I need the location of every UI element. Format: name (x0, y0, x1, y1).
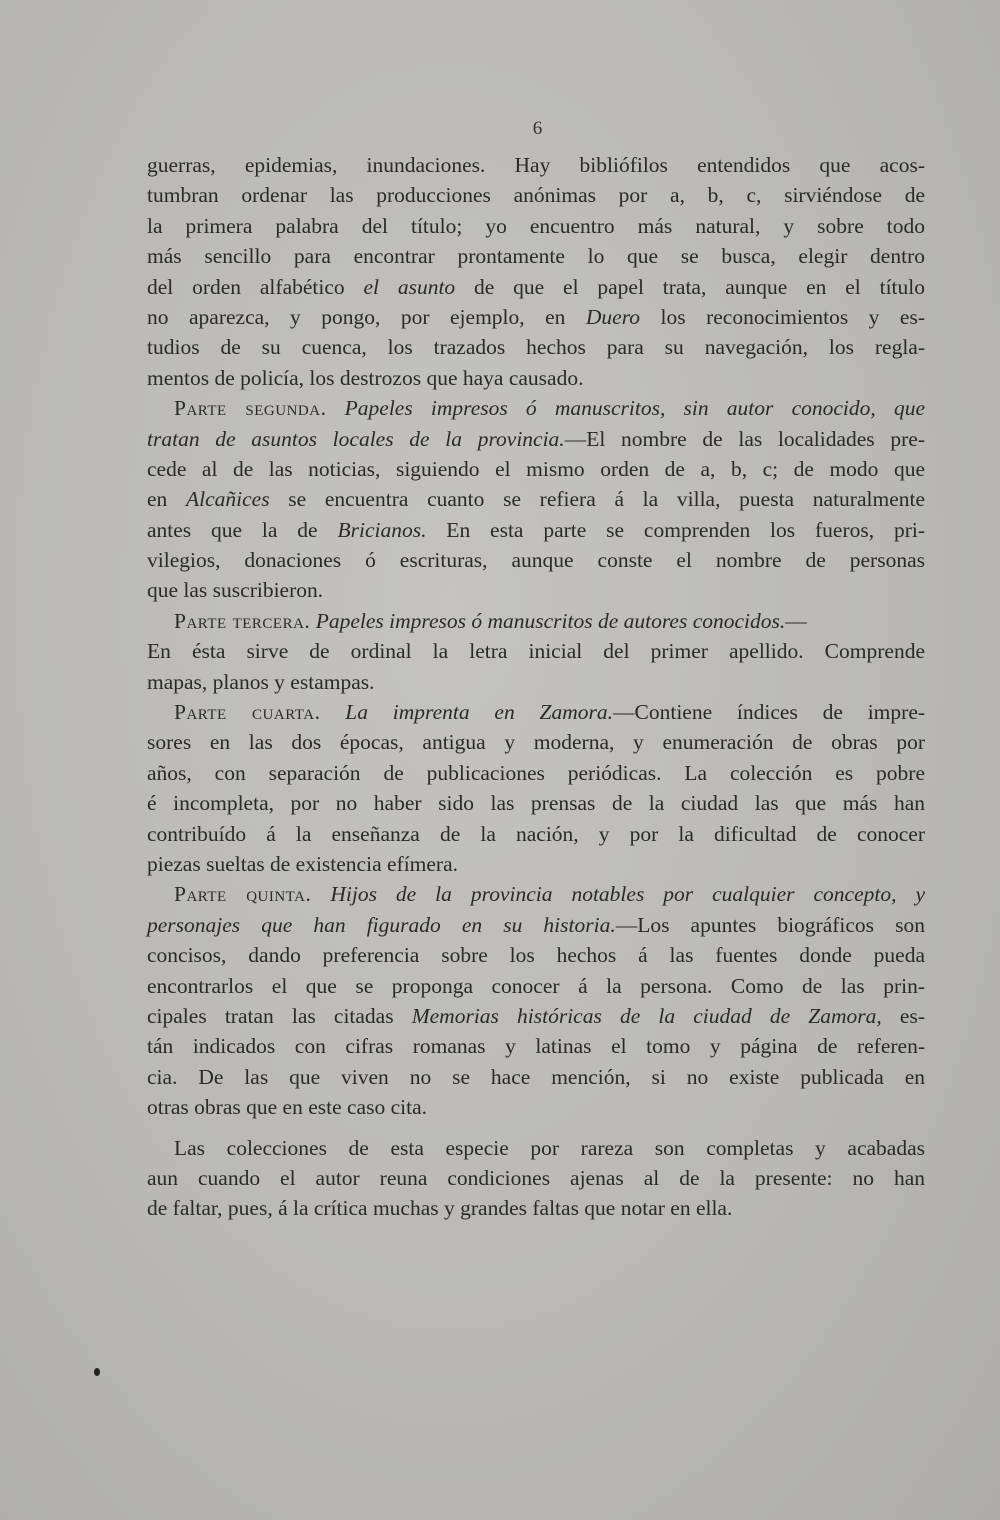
text-segment: del orden alfabético (147, 274, 364, 299)
text-segment: cipales tratan las citadas (147, 1003, 412, 1028)
text-segment: —El nombre de las localidades pre- (564, 426, 925, 451)
text-segment: é incompleta, por no haber sido las prensas de la ciudad las que más han (147, 791, 925, 816)
text-segment: guerras, epidemias, inundaciones. Hay bibliófilos entendidos que acos- (147, 153, 925, 177)
text-line (147, 484, 925, 514)
italic-text: Papeles impresos ó manuscritos, sin autor conocido, que (344, 396, 925, 421)
text-line (147, 211, 925, 241)
section-heading: Parte cuarta. (174, 700, 321, 725)
italic-text: Papeles impresos ó manuscritos de autores conocidos. (315, 608, 786, 633)
text-line (147, 424, 925, 454)
text-line (147, 363, 925, 393)
text-line (147, 1031, 925, 1061)
text-segment: vilegios, donaciones ó escrituras, aunque conste el nombre de personas (147, 548, 925, 573)
text-segment: En ésta sirve de ordinal la letra inicial del primer apellido. Comprende (147, 639, 925, 664)
italic-text: el asunto (363, 274, 456, 299)
body-text (147, 150, 925, 1224)
text-line (147, 971, 925, 1001)
text-segment (320, 700, 345, 724)
text-line (147, 241, 925, 271)
text-segment (326, 396, 344, 420)
text-segment: los reconocimientos y es- (640, 304, 925, 329)
italic-text: Alcañices (185, 487, 270, 512)
text-line (147, 150, 925, 180)
text-line (147, 1133, 925, 1163)
text-segment: en (147, 487, 186, 512)
text-line (147, 1193, 925, 1223)
text-line (147, 272, 925, 302)
section-heading: Parte tercera. (174, 608, 311, 633)
text-segment: contribuído á la enseñanza de la nación, y por la dificultad de conocer (147, 821, 925, 846)
text-line (147, 454, 925, 484)
text-line (147, 727, 925, 757)
text-segment: aun cuando el autor reuna condiciones ajenas al de la presente: no han (147, 1165, 925, 1190)
text-segment: la primera palabra del título; yo encuentro más natural, y sobre todo (147, 213, 925, 238)
text-segment: piezas sueltas de existencia efímera. (147, 851, 459, 876)
text-segment: concisos, dando preferencia sobre los hechos á las fuentes donde pueda (147, 943, 925, 968)
text-line (147, 849, 925, 879)
italic-text: personajes que han figurado en su historia. (147, 912, 616, 937)
text-segment: cia. De las que viven no se hace mención, si no existe publicada en (147, 1064, 925, 1089)
text-line (147, 819, 925, 849)
text-line (147, 667, 925, 697)
text-line (147, 697, 925, 727)
text-line (147, 879, 925, 909)
italic-text: La imprenta en Zamora. (345, 700, 613, 725)
italic-text: Hijos de la provincia notables por cualquier concepto, y (330, 882, 925, 907)
text-segment: no aparezca, y pongo, por ejemplo, en (147, 304, 586, 329)
text-segment: tumbran ordenar las producciones anónimas por a, b, c, sirviéndose de (147, 183, 925, 208)
text-line (147, 180, 925, 210)
text-line (147, 332, 925, 362)
text-segment: —Contiene índices de impre- (613, 700, 926, 725)
text-line (147, 393, 925, 423)
text-line (147, 1062, 925, 1092)
text-segment: mentos de policía, los destrozos que haya causado. (147, 365, 584, 390)
text-segment: de que el papel trata, aunque en el título (455, 274, 925, 299)
ink-speck (94, 1368, 100, 1376)
text-line (147, 606, 925, 636)
text-segment: tudios de su cuenca, los trazados hechos para su navegación, los regla- (147, 335, 925, 360)
text-segment: años, con separación de publicaciones periódicas. La colección es pobre (147, 760, 925, 785)
text-segment: encontrarlos el que se proponga conocer á la persona. Como de las prin- (147, 973, 925, 998)
text-segment: otras obras que en este caso cita. (147, 1095, 427, 1120)
text-line (147, 302, 925, 332)
text-segment: tán indicados con cifras romanas y latinas el tomo y página de referen- (147, 1034, 925, 1059)
text-segment: que las suscribieron. (147, 578, 324, 603)
text-segment (311, 882, 330, 906)
page-number: 6 (532, 118, 543, 139)
section-heading: Parte quinta. (174, 882, 312, 907)
italic-text: Duero (585, 304, 641, 329)
text-segment: sores en las dos épocas, antigua y moderna, y enumeración de obras por (147, 730, 925, 755)
italic-text: tratan de asuntos locales de la provincia. (147, 426, 565, 451)
text-line (147, 788, 925, 818)
italic-text: Bricianos. (337, 517, 427, 542)
text-segment: Las colecciones de esta especie por rareza son completas y acabadas (174, 1135, 925, 1160)
text-line (147, 1163, 925, 1193)
text-line (147, 758, 925, 788)
text-segment: antes que la de (147, 517, 338, 542)
text-segment: se encuentra cuanto se refiera á la villa, puesta naturalmente (269, 487, 925, 512)
text-line (147, 940, 925, 970)
text-segment: En esta parte se comprenden los fueros, pri- (426, 517, 926, 542)
text-line (147, 1092, 925, 1122)
section-heading: Parte segunda. (174, 396, 327, 421)
text-segment: — (785, 608, 807, 633)
text-segment: mapas, planos y estampas. (147, 669, 375, 694)
text-line (147, 1001, 925, 1031)
text-segment: más sencillo para encontrar prontamente lo que se busca, elegir dentro (147, 244, 925, 269)
text-segment: —Los apuntes biográficos son (615, 912, 925, 937)
italic-text: Memorias históricas de la ciudad de Zamora, (411, 1003, 882, 1028)
text-segment: es- (881, 1003, 925, 1028)
text-line (147, 575, 925, 605)
text-line (147, 545, 925, 575)
text-line (147, 515, 925, 545)
text-segment: de faltar, pues, á la crítica muchas y grandes faltas que notar en ella. (147, 1196, 733, 1221)
text-line (147, 636, 925, 666)
text-line (147, 910, 925, 940)
text-segment: cede al de las noticias, siguiendo el mismo orden de a, b, c; de modo que (147, 456, 925, 481)
